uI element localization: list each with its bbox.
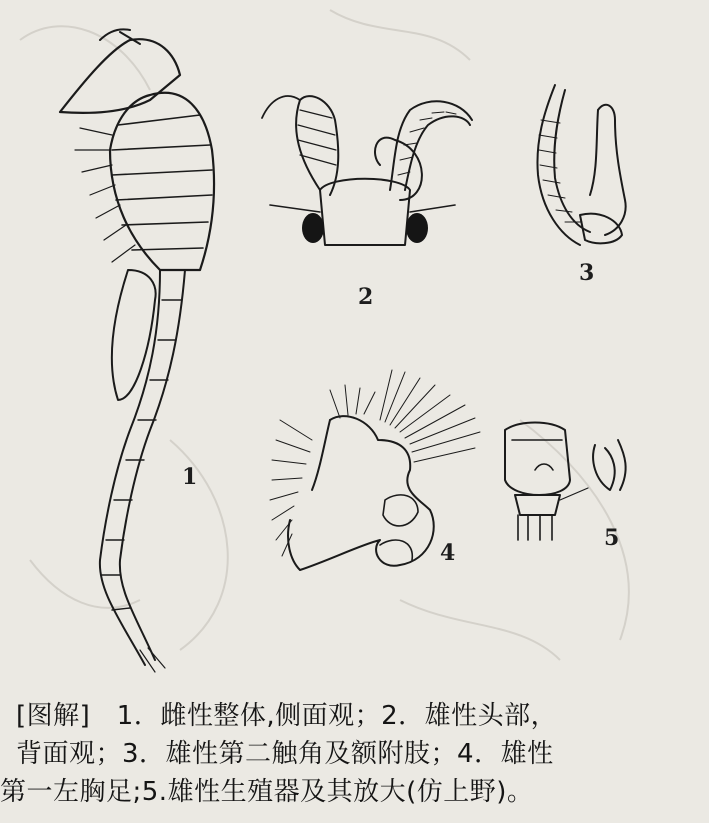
caption-line-1: [图解] 1．雌性整体,侧面观；2．雄性头部， [16, 701, 558, 731]
figure-5-male-genitalia [505, 423, 626, 541]
bleed-through-background [20, 10, 629, 660]
caption-line-3: 第一左胸足;5.雄性生殖器及其放大(仿上野)。 [0, 777, 534, 807]
panel-number-3: 3 [579, 260, 595, 286]
caption-line-2: 背面观；3．雄性第二触角及额附肢；4．雄性 [16, 739, 554, 769]
figure-2-male-head-dorsal-view [262, 96, 472, 245]
panel-number-1: 1 [182, 464, 198, 490]
figure-1-female-lateral-view [60, 29, 214, 672]
panel-number-4: 4 [440, 540, 456, 566]
panel-number-2: 2 [358, 284, 374, 310]
figure-3-male-antenna-appendage [537, 85, 625, 245]
panel-number-5: 5 [604, 525, 620, 551]
